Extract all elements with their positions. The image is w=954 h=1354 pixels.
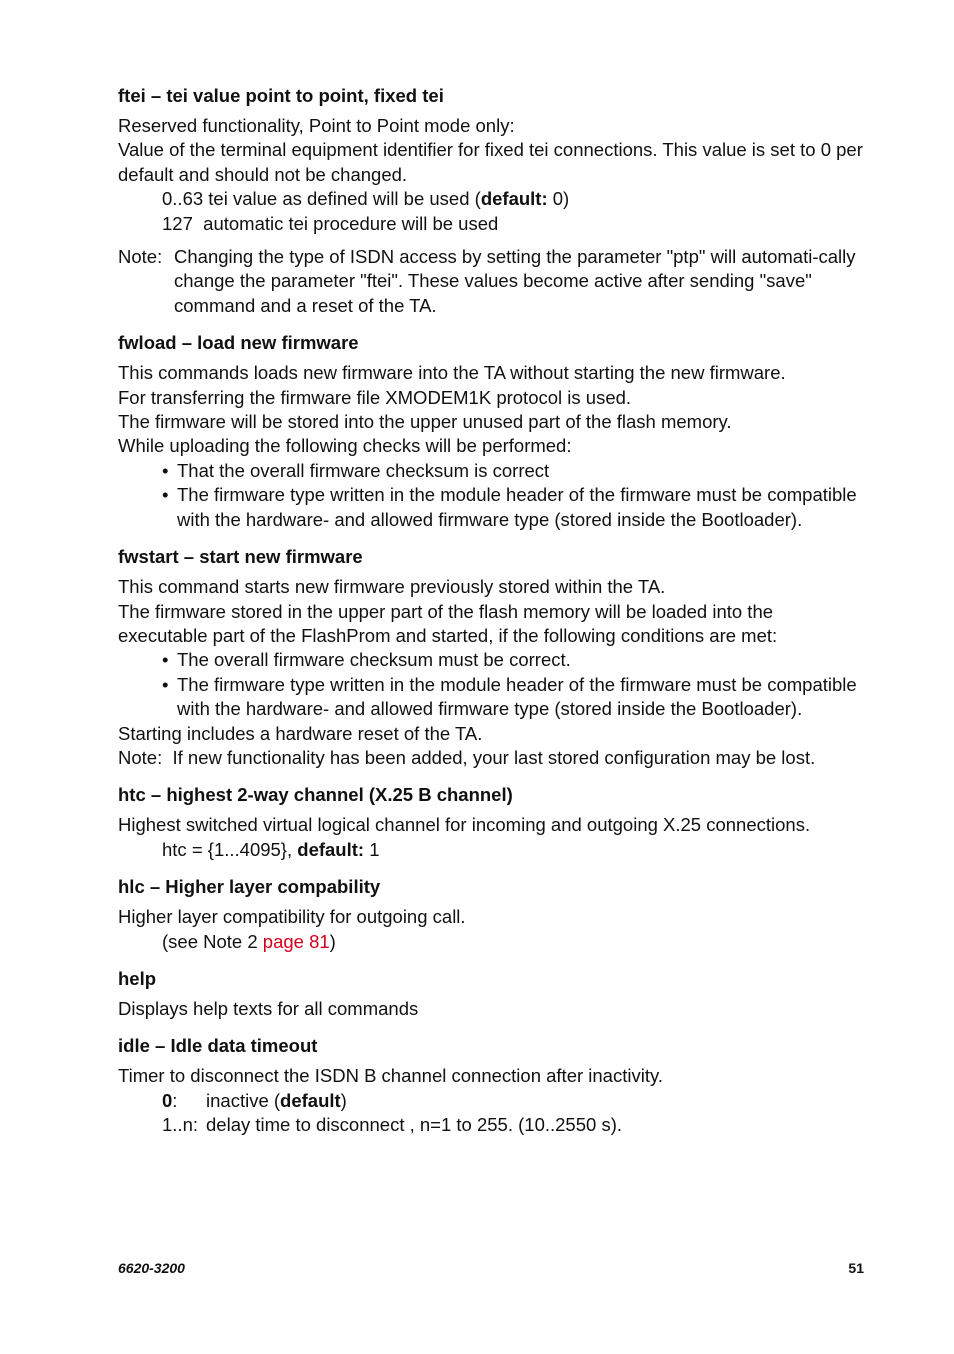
option-text: 0..63 tei value as defined will be used ( [162, 188, 481, 210]
section-heading: idle – Idle data timeout [118, 1035, 318, 1057]
bullet-list [118, 459, 863, 532]
page-number: 51 [848, 1260, 864, 1276]
paragraph: Reserved functionality, Point to Point mode only: [118, 115, 515, 136]
paragraph: This command starts new firmware previously stored within the TA. [118, 576, 666, 598]
section-fwload [118, 331, 863, 532]
option-text: 0) [547, 188, 570, 210]
section-help [118, 967, 863, 1021]
value-text: htc = {1...4095}, [162, 838, 298, 860]
section-heading: fwload – load new firmware [118, 332, 359, 354]
section-heading: fwstart – start new firmware [118, 546, 363, 568]
paragraph: Displays help texts for all commands [118, 997, 419, 1019]
section-heading: ftei – tei value point to point, fixed tei [118, 85, 444, 106]
paragraph: Timer to disconnect the ISDN B channel connection after inactivity. [118, 1065, 663, 1087]
paragraph: The firmware will be stored into the upper unused part of the flash memory. [118, 411, 732, 433]
option-line [118, 212, 863, 236]
bullet-list [118, 648, 863, 721]
page-content [118, 84, 863, 1151]
page-footer [118, 1260, 864, 1276]
reference-line [118, 930, 863, 954]
paragraph: Value of the terminal equipment identifier for fixed tei connections. This value is set to 0 per default and should not be changed. [118, 139, 863, 185]
value-text: 1 [364, 838, 380, 860]
paragraph: Highest switched virtual logical channel for incoming and outgoing X.25 connections. [118, 814, 811, 836]
list-item: • The firmware type written in the module header of the firmware must be compatible with the hardware- and allowed firmware type (stored inside the Bootloader). [162, 483, 863, 532]
section-heading: help [118, 967, 157, 989]
list-item: • The overall firmware checksum must be correct. [162, 648, 863, 672]
note [118, 746, 863, 770]
option-code: 1..n: [162, 1114, 198, 1136]
note-text: Changing the type of ISDN access by setting the parameter "ptp" will automati-cally change the parameter "ftei". These values become active after sending "save" command and a reset of the TA. [174, 246, 856, 316]
section-idle [118, 1034, 863, 1137]
paragraph: Higher layer compatibility for outgoing call. [118, 906, 466, 928]
list-item-text: The firmware type written in the module header of the firmware must be compatible with the hardware- and allowed firmware type (stored inside the Bootloader). [177, 673, 857, 720]
option-text-part: ) [340, 1089, 347, 1111]
value-line [118, 838, 863, 862]
section-htc [118, 783, 863, 862]
section-heading: htc – highest 2-way channel (X.25 B channel) [118, 784, 513, 806]
option-line [118, 187, 863, 211]
section-ftei [118, 84, 863, 318]
option-code-value: 0 [162, 1089, 173, 1111]
list-item: • The firmware type written in the module header of the firmware must be compatible with the hardware- and allowed firmware type (stored inside the Bootloader). [162, 673, 863, 722]
option-text-part: inactive ( [206, 1089, 281, 1111]
document-number: 6620-3200 [118, 1260, 185, 1276]
reference-text: (see Note 2 [162, 930, 263, 952]
section-heading: hlc – Higher layer compability [118, 876, 381, 898]
option-line [118, 1089, 863, 1113]
note-text: If new functionality has been added, your last stored configuration may be lost. [172, 746, 816, 768]
list-item-text: That the overall firmware checksum is correct [177, 459, 550, 481]
note-label: Note: [118, 746, 163, 768]
paragraph: This commands loads new firmware into the TA without starting the new firmware. [118, 362, 786, 384]
option-line [118, 1113, 863, 1137]
default-label: default: [297, 838, 365, 860]
default-label: default [280, 1089, 341, 1111]
list-item-text: The overall firmware checksum must be correct. [177, 649, 571, 671]
option-code [162, 1089, 206, 1113]
section-hlc [118, 875, 863, 954]
list-item-text: The firmware type written in the module header of the firmware must be compatible with the hardware- and allowed firmware type (stored inside the Bootloader). [177, 484, 857, 530]
default-label: default: [480, 188, 548, 210]
section-fwstart [118, 545, 863, 770]
option-code: 127 [162, 212, 193, 234]
note-label: Note: [118, 246, 163, 268]
paragraph: The firmware stored in the upper part of the flash memory will be loaded into the executable part of the FlashProm and started, if the following conditions are met: [118, 600, 778, 646]
paragraph: While uploading the following checks will be performed: [118, 435, 572, 457]
paragraph: Starting includes a hardware reset of the TA. [118, 722, 483, 744]
option-code-colon: : [172, 1089, 178, 1111]
option-text: automatic tei procedure will be used [203, 212, 499, 234]
option-text [206, 1089, 347, 1113]
reference-text: ) [329, 930, 336, 952]
list-item: • That the overall firmware checksum is correct [162, 459, 863, 483]
paragraph: For transferring the firmware file XMODEM1K protocol is used. [118, 386, 632, 408]
page-link[interactable]: page 81 [262, 930, 330, 952]
option-text: delay time to disconnect , n=1 to 255. (10..2550 s). [206, 1114, 622, 1136]
note [118, 245, 863, 318]
